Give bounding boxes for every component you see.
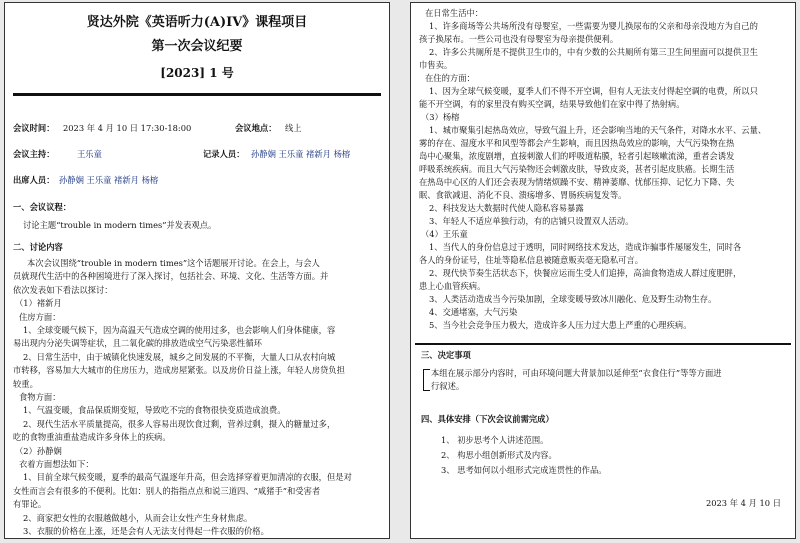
section-agenda-heading: 一、会议议程： [13,202,72,212]
body-line: 孩子换尿布。一些公司也没有母婴室为母亲提供便利。 [419,34,619,44]
body-line: 1、当代人的身份信息过于透明，同时网络技术发达，造成诈骗事件屡屡发生，同时各 [429,242,742,252]
doc-subtitle: 第一次会议纪要 [151,39,243,54]
decision-text-1: 本组在展示部分内容时，可由环境问题大背景加以延伸至“衣食住行”等等方面进 [431,368,722,378]
body-line: 2、许多公共厕所是不提供卫生巾的，中有少数的公共厕所有第三卫生间里面可以提供卫生 [429,47,758,57]
body-line: 3、年轻人不适应单独行动，有的店铺只设置双人活动。 [429,216,634,226]
body-line: 易出现内分泌失调等症状，且二氧化碳的排放造成空气污染恶性循环 [13,338,262,349]
meeting-time-label: 会议时间： [13,123,55,133]
body-line: 食物方面： [19,392,61,402]
body-line: 眠、食欲减退、消化不良、溃疡增多、胃肠疾病复发等。 [419,190,627,200]
meeting-time: 2023 年 4 月 10 日 17:30-18:00 [63,123,192,133]
body-line: 1、气温变暖，食品保质期变短，导致吃不完的食物很快变质造成浪费。 [23,405,286,416]
body-line: 雾的存在、湿度水平和风型等都会产生影响，而且因热岛效应的影响，大气污染物在热 [419,138,735,148]
host-label: 会议主持： [13,149,55,159]
body-line: 3、衣服的价格在上涨，还是会有人无法支付得起一件衣服的价格。 [23,526,269,536]
body-line: 在住的方面： [425,73,475,83]
section-arrangement-heading: 四、具体安排（下次会议前需完成） [421,414,554,424]
decision-bracket [423,369,430,391]
body-line: （1）褚新月 [15,298,62,309]
section-decision-heading: 三、决定事项 [421,350,471,360]
doc-number: [2023] 1 号 [160,66,234,80]
document-date: 2023 年 4 月 10 日 [705,498,781,508]
body-line: 2、日常生活中，由于城镇化快速发展，城乡之间发展的不平衡，大量人口从农村向城 [23,351,336,362]
body-line: 依次发表如下看法以探讨： [13,284,113,295]
body-line: （3）杨榕 [421,112,460,122]
recorder-label: 记录人员： [203,149,245,159]
task-item: 2、 构思小组创新形式及内容。 [441,450,557,460]
body-line: 员就现代生活中的各种困境进行了深入探讨，包括社会、环境、文化、生活等方面。并 [13,271,329,282]
body-line: 衣着方面想法如下： [19,459,94,469]
body-line: 2、现代快节奏生活状态下，快餐应运而生受人们追捧，高油食物造成人群过度肥胖， [429,268,742,278]
body-line: 患上心血管疾病。 [419,281,486,291]
minutes-page-1 [4,2,390,539]
location-label: 会议地点： [235,123,277,133]
body-line: 2、科技发达大数据时代使人隐私容易暴露 [429,203,584,213]
doc-title: 贤达外院《英语听力(A)IV》课程项目 [86,15,308,30]
body-line: 5、当今社会竞争压力极大，造成许多人压力过大患上严重的心理疾病。 [429,320,692,330]
body-line: 1、城市聚集引起热岛效应，导致气温上升，还会影响当地的天气条件，对降水水平、云量、 [429,125,767,135]
body-line: （4）王乐童 [421,229,468,239]
section-divider [415,343,791,345]
body-line: 1、全球变暖气候下，因为高温天气造成空调的使用过多，也会影响人们身体健康，容 [23,325,336,335]
body-line: 1、因为全球气候变暖，夏季人们不得不开空调，但有人无法支付得起空调的电费，所以只 [429,86,758,96]
minutes-page-2 [410,2,796,539]
body-line: 有罪论。 [13,499,47,510]
section-discussion-heading: 二、讨论内容 [13,242,63,252]
location: 线上 [285,123,302,133]
body-line: 在日常生活中： [425,8,484,18]
attendees-label: 出席人员： [13,175,55,185]
body-line: 1、许多商场等公共场所没有母婴室，一些需要为婴儿换尿布的父亲和母亲没地方为自己的 [429,21,758,31]
body-line: 呼吸系统疾病。而且大气污染物还会刺激皮肤，导致皮炎，甚者引起皮肤癌。长期生活 [419,164,735,174]
body-line: 4、交通堵塞，大气污染 [429,307,518,317]
body-line: 3、人类活动造成当今污染加剧，全球变暖导致冰川融化、危及野生动物生存。 [429,294,717,304]
agenda-text: 讨论主题“trouble in modern times”并发表观点。 [23,220,217,230]
body-line: 市转移，容易加大大城市的住房压力，造成房屋紧张。以及房价日益上涨，年轻人房贷负担 [13,365,345,376]
body-line: 1、目前全球气候变暖，夏季的最高气温逐年升高，但会选择穿着更加清凉的衣服，但是对 [23,472,352,483]
attendee-signatures: 孙静娴 王乐童 褚新月 杨榕 [59,175,159,185]
body-line: 2、现代生活水平质量提高，很多人容易出现饮食过剩，营养过剩，摄入的糖量过多， [23,418,336,429]
body-line: 各人的身份证号，住址等隐私信息被随意贩卖毫无隐私可言。 [419,255,644,265]
body-line: 本次会议围绕“trouble in modern times”这个话题展开讨论。在会上，与会人 [27,258,320,268]
task-item: 1、 初步思考个人讲述范围。 [441,435,549,445]
body-line: 巾售卖。 [419,60,453,70]
red-header-rule [13,93,381,96]
recorder-signatures: 孙静娴 王乐童 褚新月 杨榕 [251,149,351,159]
body-line: 女性而言会有很多的不便利。比如：别人的指指点点和说三道四、“咸猪手”和受害者 [13,485,321,496]
decision-text-2: 行叙述。 [431,381,465,391]
host-signature: 王乐童 [77,149,102,159]
body-line: 能不开空调，有的家里没有购买空调，结果导致他们在家中得了热射病。 [419,99,685,109]
body-line: （2）孙静娴 [15,445,62,456]
body-line: 住房方面： [19,311,61,322]
body-line: 较重。 [13,378,38,389]
body-line: 吃的食物重油重盐造成许多身体上的疾病。 [13,432,171,443]
body-line: 2、商家把女性的衣服越做越小，从而会让女性产生身材焦虑。 [23,512,253,523]
body-line: 岛中心聚集，浓度剧增，直接刺激人们的呼吸道粘膜，轻者引起咳嗽流涕，重者会诱发 [419,151,735,161]
body-line: 在热岛中心区的人们还会表现为情绪烦躁不安、精神萎靡、忧郁压抑、记忆力下降、失 [419,177,735,187]
task-item: 3、 思考如何以小组形式完成连贯性的作品。 [441,465,607,475]
